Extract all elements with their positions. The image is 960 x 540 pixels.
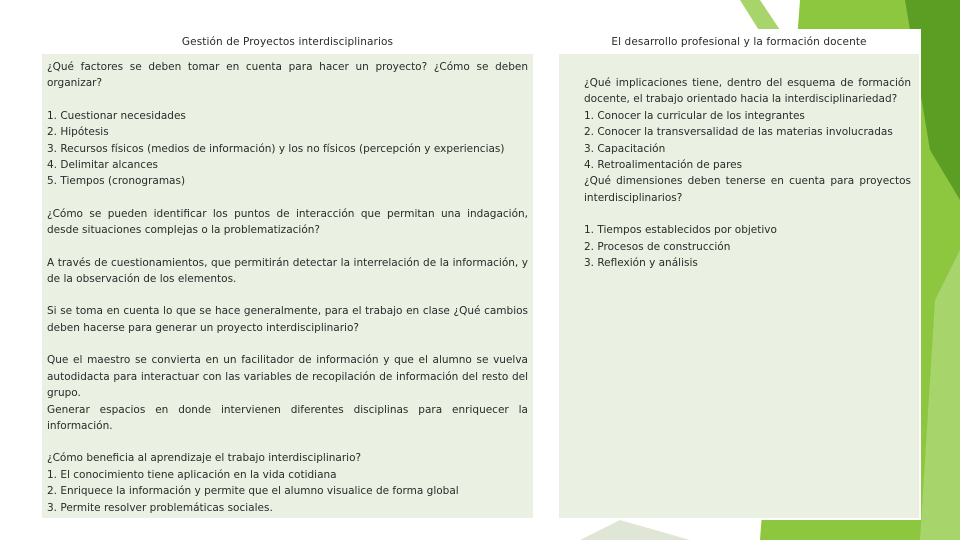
left-body-cell xyxy=(41,53,534,519)
right-header-cell xyxy=(558,30,920,53)
content-table xyxy=(40,29,921,520)
right-question-1: ¿Qué implicaciones tiene, dentro del esquema de formación docente, el trabajo orientado hacia la interdisciplinariedad? xyxy=(584,77,911,106)
right-body-cell xyxy=(558,53,920,519)
left-question-3: Si se toma en cuenta lo que se hace generalmente, para el trabajo en clase ¿Qué cambios deben hacerse para generar un proyecto interdisciplinario? xyxy=(47,305,528,334)
middle-header-cell xyxy=(534,30,558,53)
green-shape-bottom xyxy=(580,520,690,540)
left-answer-2: A través de cuestionamientos, que permitirán detectar la interrelación de la información, y de la observación de los elementos. xyxy=(47,256,528,286)
right-question-2: ¿Qué dimensiones deben tenerse en cuenta para proyectos interdisciplinarios? xyxy=(584,175,911,204)
left-question-2: ¿Cómo se pueden identificar los puntos de interacción que permitan una indagación, desde situaciones complejas o la problematización? xyxy=(47,207,528,237)
middle-body-cell xyxy=(534,53,558,519)
left-answer-3b: Generar espacios en donde intervienen diferentes disciplinas para enriquecer la información. xyxy=(47,403,528,432)
left-list-1: 1. Cuestionar necesidades 2. Hipótesis 3. Recursos físicos (medios de información) y los no físicos (percepción y experiencias) 4. Delimitar alcances 5. Tiempos (cronogramas) xyxy=(47,109,505,188)
left-question-1: ¿Qué factores se deben tomar en cuenta para hacer un proyecto? ¿Cómo se deben organizar? xyxy=(47,61,528,90)
right-header: El desarrollo profesional y la formación docente xyxy=(611,35,867,48)
right-list-2: 1. Tiempos establecidos por objetivo 2. Procesos de construcción 3. Reflexión y análisis xyxy=(584,224,777,270)
left-answer-3a: Que el maestro se convierta en un facilitador de información y que el alumno se vuelva autodidacta para interactuar con las variables de recopilación de información del resto del grupo. xyxy=(47,354,528,400)
right-list-1: 1. Conocer la curricular de los integrantes 2. Conocer la transversalidad de las materias involucradas 3. Capacitación 4. Retroalimentación de pares xyxy=(584,109,893,172)
left-header-cell xyxy=(41,30,534,53)
left-question-4-list: ¿Cómo beneficia al aprendizaje el trabajo interdisciplinario? 1. El conocimiento tiene aplicación en la vida cotidiana 2. Enriquece la información y permite que el alumno visualice de forma global 3. Permite resolver problemáticas sociales. xyxy=(47,452,459,514)
left-header: Gestión de Proyectos interdisciplinarios xyxy=(181,35,394,48)
